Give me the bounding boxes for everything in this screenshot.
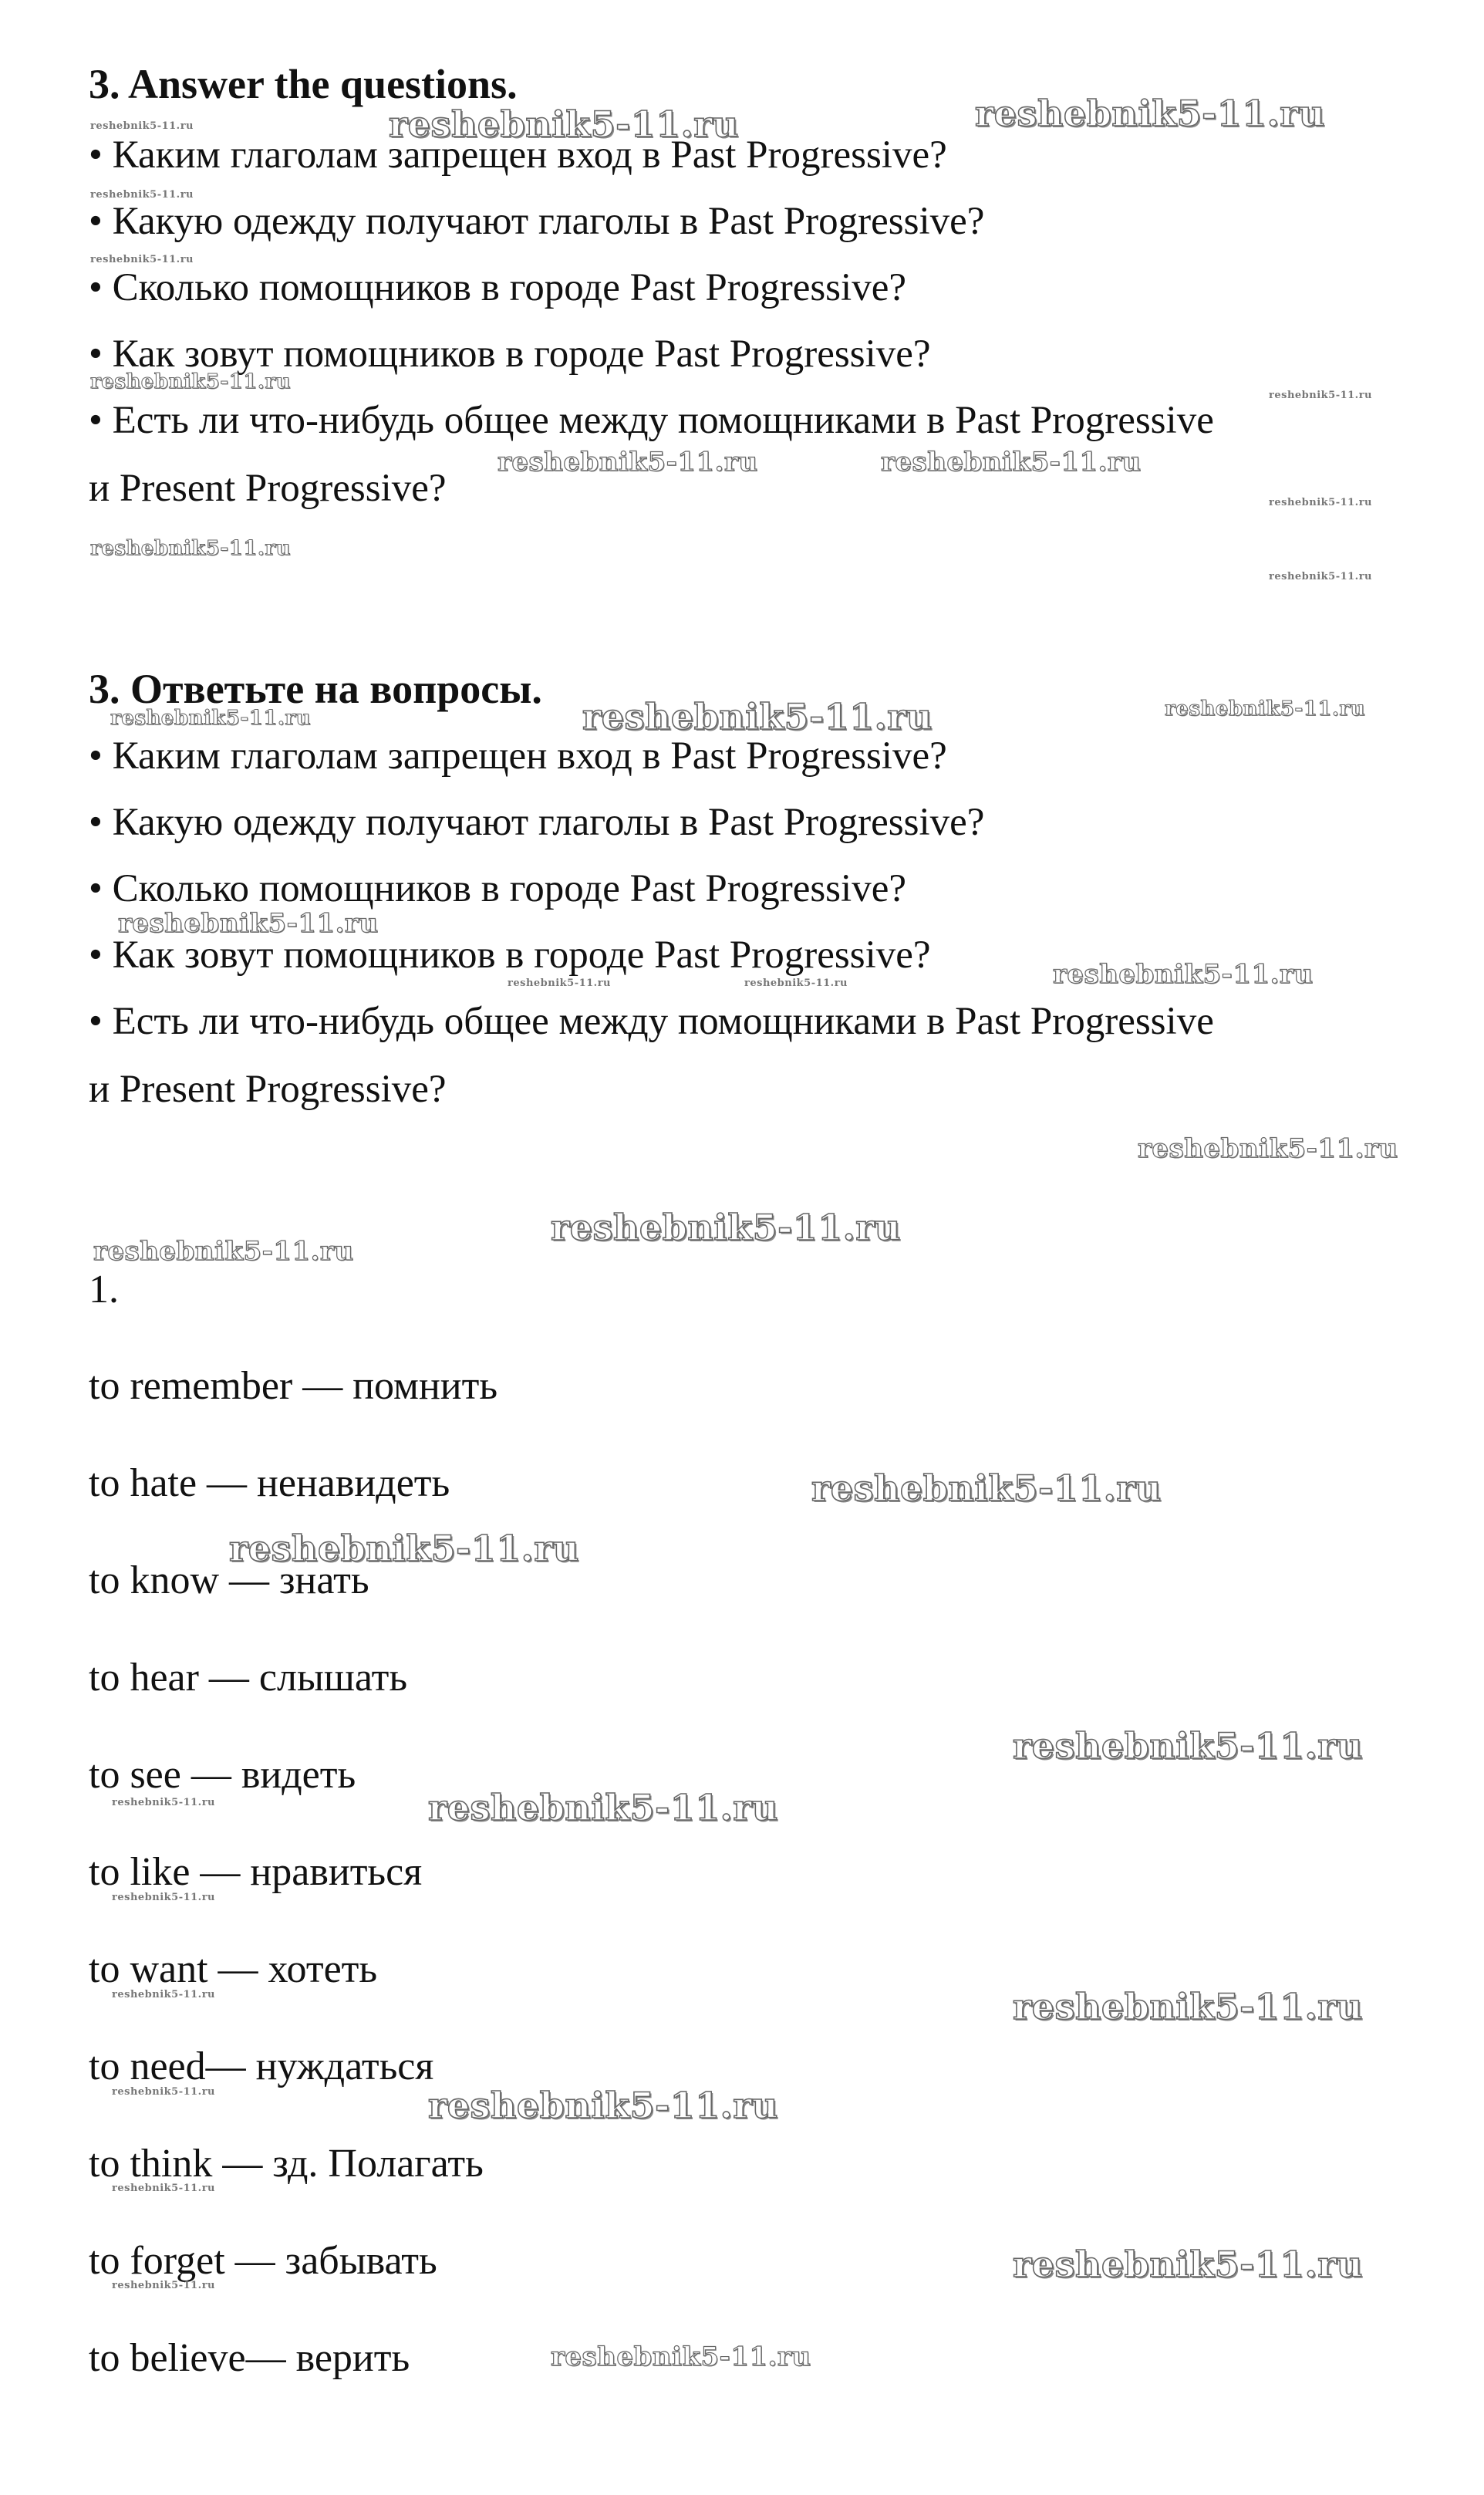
watermark: reshebnik5-11.ru	[1138, 1133, 1398, 1164]
watermark: reshebnik5-11.ru	[112, 2183, 216, 2194]
watermark: reshebnik5-11.ru	[93, 1236, 354, 1267]
vocab-item: to remember — помнить	[89, 1364, 498, 1408]
section-title-ru: 3. Ответьте на вопросы.	[89, 666, 542, 712]
watermark: reshebnik5-11.ru	[90, 537, 292, 560]
question-en-5: • Есть ли что-нибудь общее между помощниками в Past Progressive	[89, 399, 1214, 442]
question-en-1: • Каким глаголам запрещен вход в Past Progressive?	[89, 133, 947, 177]
vocab-item: to know — знать	[89, 1558, 369, 1602]
watermark: reshebnik5-11.ru	[1053, 959, 1314, 990]
vocab-item: to think — зд. Полагать	[89, 2142, 484, 2186]
vocab-item: to hear — слышать	[89, 1656, 408, 1700]
watermark: reshebnik5-11.ru	[811, 1467, 1162, 1509]
question-ru-6: и Present Progressive?	[89, 1068, 447, 1111]
question-en-3: • Сколько помощников в городе Past Progressive?	[89, 266, 906, 309]
watermark: reshebnik5-11.ru	[112, 1797, 216, 1808]
watermark: reshebnik5-11.ru	[551, 2341, 811, 2372]
vocab-item: to see — видеть	[89, 1753, 356, 1797]
question-ru-3: • Сколько помощников в городе Past Progressive?	[89, 867, 906, 910]
watermark: reshebnik5-11.ru	[881, 447, 1142, 478]
watermark: reshebnik5-11.ru	[744, 977, 848, 989]
watermark: reshebnik5-11.ru	[975, 93, 1325, 134]
watermark: reshebnik5-11.ru	[112, 2280, 216, 2291]
watermark: reshebnik5-11.ru	[90, 189, 194, 201]
vocab-item: to like — нравиться	[89, 1850, 423, 1894]
vocab-item: to want — хотеть	[89, 1947, 378, 1991]
watermark: reshebnik5-11.ru	[508, 977, 612, 989]
question-ru-2: • Какую одежду получают глаголы в Past Progressive?	[89, 801, 985, 844]
watermark: reshebnik5-11.ru	[229, 1528, 579, 1569]
watermark: reshebnik5-11.ru	[428, 2085, 778, 2126]
watermark: reshebnik5-11.ru	[90, 120, 194, 132]
watermark: reshebnik5-11.ru	[118, 908, 379, 939]
section-title-en: 3. Answer the questions.	[89, 61, 518, 107]
vocab-item: to need— нуждаться	[89, 2044, 434, 2088]
answer-number: 1.	[89, 1268, 119, 1312]
question-ru-5: • Есть ли что-нибудь общее между помощниками в Past Progressive	[89, 1000, 1214, 1043]
question-en-4: • Как зовут помощников в городе Past Progressive?	[89, 333, 931, 376]
watermark: reshebnik5-11.ru	[551, 1207, 901, 1248]
watermark: reshebnik5-11.ru	[1269, 390, 1373, 401]
watermark: reshebnik5-11.ru	[110, 707, 312, 730]
watermark: reshebnik5-11.ru	[1165, 697, 1366, 721]
watermark: reshebnik5-11.ru	[582, 696, 933, 738]
watermark: reshebnik5-11.ru	[112, 1989, 216, 2000]
watermark: reshebnik5-11.ru	[90, 370, 292, 393]
watermark: reshebnik5-11.ru	[1013, 1725, 1363, 1767]
watermark: reshebnik5-11.ru	[1269, 571, 1373, 582]
question-en-6: и Present Progressive?	[89, 467, 447, 510]
vocab-item: to believe— верить	[89, 2336, 410, 2380]
watermark: reshebnik5-11.ru	[1269, 497, 1373, 508]
question-en-2: • Какую одежду получают глаголы в Past Progressive?	[89, 200, 985, 243]
watermark: reshebnik5-11.ru	[1013, 2243, 1363, 2285]
vocab-item: to hate — ненавидеть	[89, 1461, 450, 1505]
watermark: reshebnik5-11.ru	[112, 2086, 216, 2098]
question-ru-1: • Каким глаголам запрещен вход в Past Progressive?	[89, 734, 947, 778]
question-ru-4: • Как зовут помощников в городе Past Progressive?	[89, 934, 931, 977]
watermark: reshebnik5-11.ru	[112, 1892, 216, 1903]
watermark: reshebnik5-11.ru	[1013, 1986, 1363, 2027]
watermark: reshebnik5-11.ru	[389, 103, 739, 145]
watermark: reshebnik5-11.ru	[90, 254, 194, 265]
vocab-item: to forget — забывать	[89, 2239, 437, 2283]
watermark: reshebnik5-11.ru	[428, 1787, 778, 1828]
watermark: reshebnik5-11.ru	[497, 447, 758, 478]
